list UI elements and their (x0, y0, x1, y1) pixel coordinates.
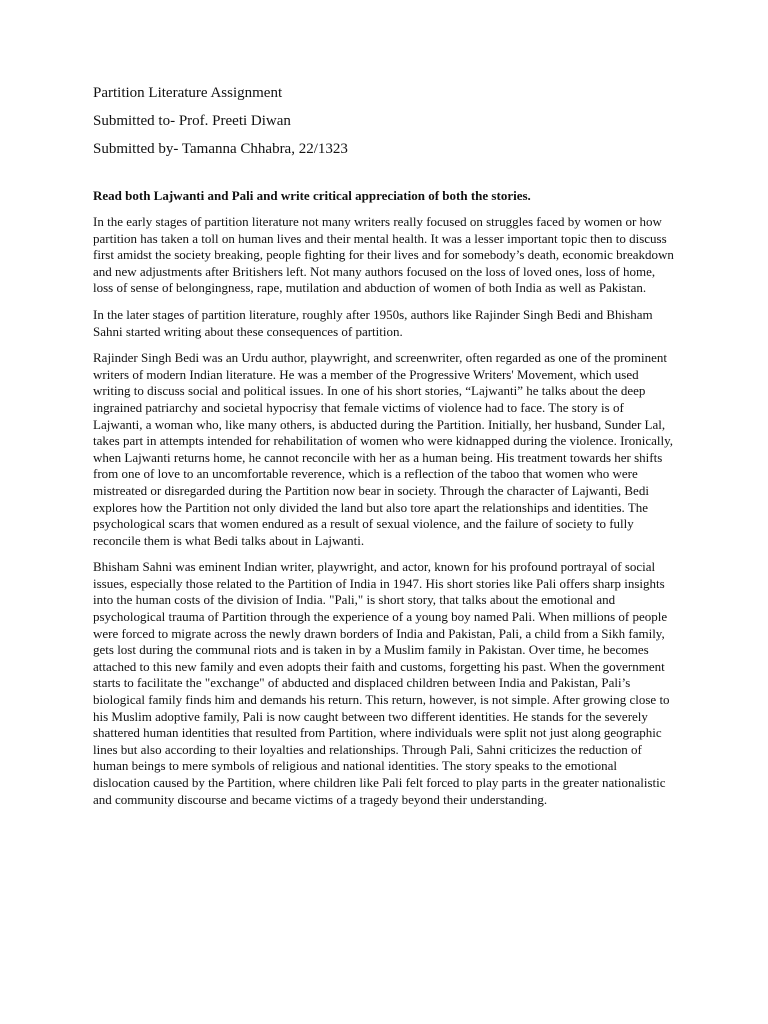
paragraph-pali: Bhisham Sahni was eminent Indian writer, playwright, and actor, known for his profound portrayal of social issues, especially those related to the Partition of India in 1947. His short stories like Pali offers sharp insights into the human costs of the division of India. "Pali," is short story, that talks about the emotional and psychological trauma of Partition through the experience of a young boy named Pali. When millions of people were forced to migrate across the newly drawn borders of India and Pakistan, Pali, a child from a Sikh family, gets lost during the communal riots and is taken in by a Muslim family in Pakistan. Over time, he becomes attached to this new family and even adopts their faith and customs, forgetting his past. When the government starts to facilitate the "exchange" of abducted and displaced children between India and Pakistan, Pali’s biological family finds him and demands his return. This return, however, is not simple. After growing close to his Muslim adoptive family, Pali is now caught between two different identities. He stands for the severely shattered human identities that resulted from Partition, where individuals were split not just along geographic lines but also according to their loyalties and relationships. Through Pali, Sahni criticizes the reduction of human beings to mere symbols of religious and national identities. The story speaks to the emotional dislocation caused by the Partition, where children like Pali felt forced to play parts in the greater nationalistic and community discourse and became victims of a tragedy beyond their understanding. (93, 559, 670, 807)
paragraph-later-stages: In the later stages of partition literature, roughly after 1950s, authors like Rajinder Singh Bedi and Bhisham Sahni started writing about these consequences of partition. (93, 306, 653, 339)
paragraph-early-stages: In the early stages of partition literature not many writers really focused on struggles faced by women or how partition has taken a toll on human lives and their mental health. It was a lesser important topic then to discuss first amidst the society breaking, people fighting for their lives and for somebody’s death, economic breakdown and new adjustments after Britishers left. Not many authors focused on the loss of loved ones, loss of home, loss of sense of belongingness, rape, mutilation and abduction of women of both India as well as Pakistan. (93, 214, 674, 296)
paragraph-lajwanti: Rajinder Singh Bedi was an Urdu author, playwright, and screenwriter, often regarded as one of the prominent writers of modern Indian literature. He was a member of the Progressive Writers' Movement, which used writing to discuss social and political issues. In one of his short stories, “Lajwanti” he talks about the deep ingrained patriarchy and societal hypocrisy that female victims of violence had to face. The story is of Lajwanti, a woman who, like many others, is abducted during the Partition. Initially, her husband, Sunder Lal, takes part in attempts intended for rehabilitation of women who were kidnapped during the violence. Ironically, when Lajwanti returns home, he cannot reconcile with her as a human being. His treatment towards her shifts from one of love to an uncomfortable reverence, which is a reflection of the taboo that women who were mistreated or disregarded during the Partition now bear in society. Through the character of Lajwanti, Bedi explores how the Partition not only divided the land but also tore apart the relationships and identities. The psychological scars that women endured as a result of sexual violence, and the failure of society to fully reconcile them is what Bedi talks about in Lajwanti. (93, 350, 674, 548)
assignment-question: Read both Lajwanti and Pali and write critical appreciation of both the stories. (93, 188, 531, 203)
document-page (93, 84, 675, 818)
submitted-to-line: Submitted to- Prof. Preeti Diwan (93, 113, 291, 129)
submitted-by-line: Submitted by- Tamanna Chhabra, 22/1323 (93, 141, 348, 157)
assignment-title: Partition Literature Assignment (93, 85, 283, 101)
